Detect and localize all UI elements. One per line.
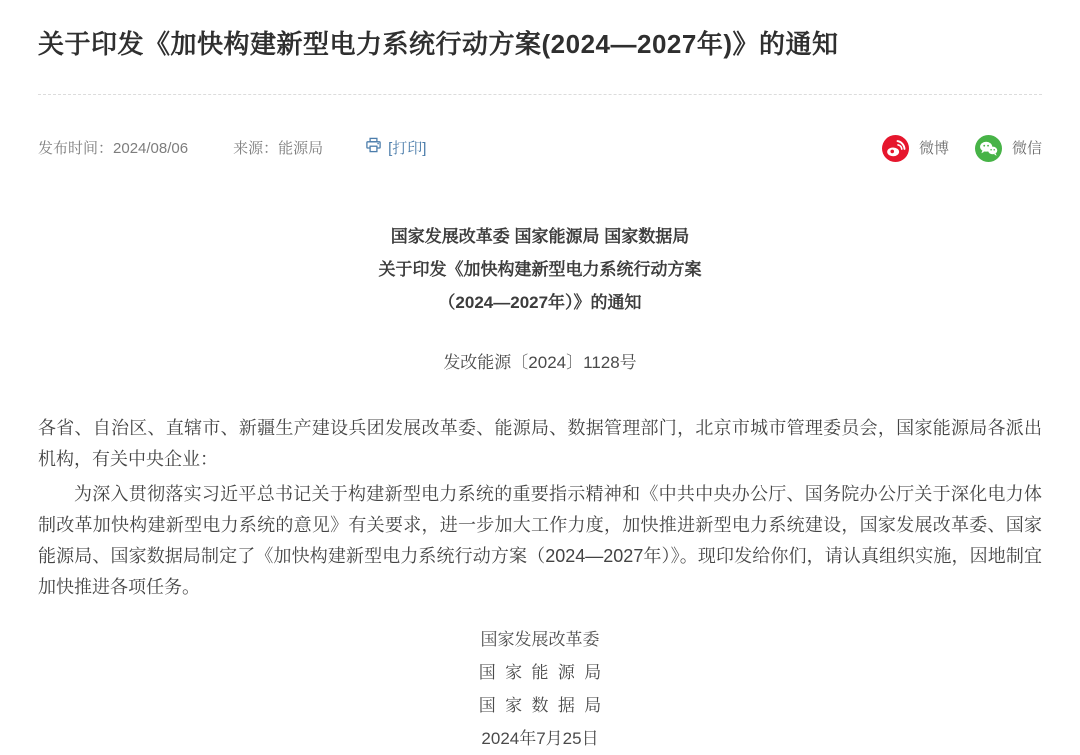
document-heading-line: 关于印发《加快构建新型电力系统行动方案 xyxy=(378,260,702,279)
printer-icon xyxy=(365,136,382,162)
share-weibo-button[interactable] xyxy=(882,135,949,162)
article-page xyxy=(0,26,1080,755)
publish-time xyxy=(38,136,188,162)
source xyxy=(233,136,323,162)
page-title: 关于印发《加快构建新型电力系统行动方案(2024—2027年)》的通知 xyxy=(38,29,839,59)
meta-bar xyxy=(38,135,1042,162)
share-wechat-button[interactable] xyxy=(975,135,1042,162)
source-value: 能源局 xyxy=(278,139,324,157)
signature-agency: 国家能源局 xyxy=(478,663,611,682)
signature-agency: 国家数据局 xyxy=(478,696,611,715)
signature-block xyxy=(38,623,1042,755)
paragraph-main: 为深入贯彻落实习近平总书记关于构建新型电力系统的重要指示精神和《中共中央办公厅、国务院办公厅关于深化电力体制改革加快构建新型电力系统的意见》有关要求，进一步加大工作力度，加快推进新型电力系统建设，国家发展改革委、国家能源局、国家数据局制定了《加快构建新型电力系统行动方案（2024—2027年）》。现印发给你们，请认真组织实施，因地制宜加快推进各项任务。 xyxy=(38,484,1042,597)
wechat-icon xyxy=(975,135,1002,162)
paragraph-recipients: 各省、自治区、直辖市、新疆生产建设兵团发展改革委、能源局、数据管理部门，北京市城市管理委员会，国家能源局各派出机构，有关中央企业： xyxy=(38,418,1042,469)
document-body xyxy=(38,413,1042,603)
publish-time-value: 2024/08/06 xyxy=(113,139,189,157)
source-label: 来源： xyxy=(233,139,279,157)
document-heading xyxy=(38,220,1042,319)
share-wechat-label: 微信 xyxy=(1011,139,1042,157)
signature-agency: 国家发展改革委 xyxy=(480,630,600,649)
share-buttons xyxy=(882,135,1042,162)
title-divider xyxy=(38,94,1042,95)
publish-time-label: 发布时间： xyxy=(38,139,114,157)
document-heading-line: 国家发展改革委 国家能源局 国家数据局 xyxy=(390,227,690,246)
signature-date: 2024年7月25日 xyxy=(481,729,599,748)
document-heading-line: （2024—2027年）》的通知 xyxy=(438,293,642,312)
weibo-icon xyxy=(882,135,909,162)
document-number: 发改能源〔2024〕1128号 xyxy=(443,353,637,372)
share-weibo-label: 微博 xyxy=(918,139,949,157)
print-label: [打印] xyxy=(388,139,427,157)
print-button[interactable] xyxy=(365,136,426,162)
